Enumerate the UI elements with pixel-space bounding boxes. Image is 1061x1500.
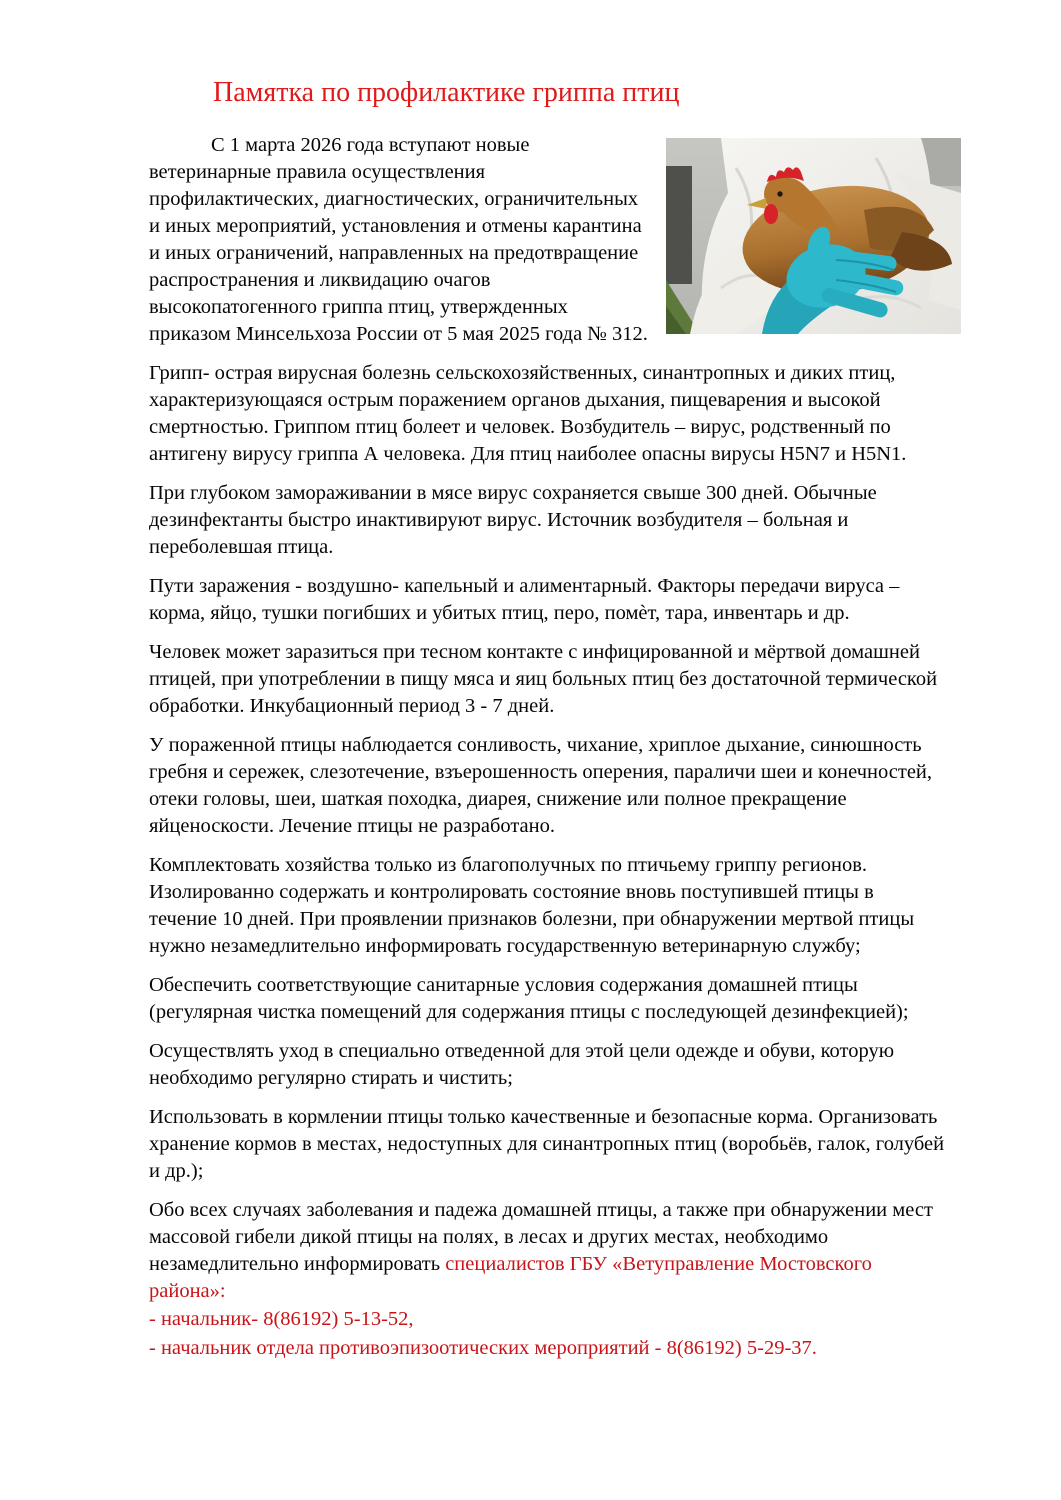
contact-phone-antiepizootic-dept: - начальник отдела противоэпизоотических мероприятий - 8(86192) 5-29-37.	[149, 1336, 817, 1359]
chicken-photo	[666, 138, 961, 334]
closing-paragraph	[149, 1197, 945, 1305]
paragraph-sanitary-conditions: Обеспечить соответствующие санитарные условия содержания домашней птицы (регулярная чистка помещений для содержания птицы с последующей дезинфекцией);	[149, 973, 909, 1023]
paragraph-virus-persistence: При глубоком замораживании в мясе вирус сохраняется свыше 300 дней. Обычные дезинфектанты быстро инактивируют вирус. Источник возбудителя – больная и переболевшая птица.	[149, 481, 877, 558]
intro-section	[149, 132, 945, 348]
page-title: Памятка по профилактике гриппа птиц	[213, 77, 680, 108]
hen-eye	[777, 191, 782, 196]
chicken-photo-illustration	[666, 138, 961, 334]
intro-paragraph: С 1 марта 2026 года вступают новые ветеринарные правила осуществления профилактических, диагностических, ограничительных и иных мероприятий, установления и отмены карантина и иных ограничений, направленных на предотвращение распространения и ликвидацию очагов высокопатогенного гриппа птиц, утвержденных приказом Минсельхоза России от 5 мая 2025 года № 312.	[149, 133, 648, 345]
paragraph-clothing-care: Осуществлять уход в специально отведенной для этой цели одежде и обуви, которую необходимо регулярно стирать и чистить;	[149, 1039, 895, 1089]
closing-text-red: специалистов ГБУ «Ветуправление Мостовского района»:	[149, 1252, 872, 1302]
paragraph-transmission-routes: Пути заражения - воздушно- капельный и алиментарный. Факторы передачи вируса – корма, яйцо, тушки погибших и убитых птиц, перо, помѐт, тара, инвентарь и др.	[149, 574, 900, 624]
paragraph-symptoms: У пораженной птицы наблюдается сонливость, чихание, хриплое дыхание, синюшность гребня и сережек, слезотечение, взъерошенность оперения, параличи шеи и конечностей, отеки головы, шеи, шаткая походка, диарея, снижение или полное прекращение яйценоскости. Лечение птицы не разработано.	[149, 733, 933, 837]
contact-phone-chief: - начальник- 8(86192) 5-13-52,	[149, 1307, 414, 1330]
paragraph-flock-sourcing: Комплектовать хозяйства только из благополучных по птичьему гриппу регионов. Изолированно содержать и контролировать состояние вновь поступившей птицы в течение 10 дней. При проявлении признаков болезни, при обнаружении мертвой птицы нужно незамедлительно информировать государственную ветеринарную службу;	[149, 853, 915, 957]
paragraph-human-infection: Человек может заразиться при тесном контакте с инфицированной и мёртвой домашней птицей, при употреблении в пищу мяса и яиц больных птиц без достаточной термической обработки. Инкубационный период 3 - 7 дней.	[149, 640, 938, 717]
hen-wattle	[764, 204, 778, 224]
paragraph-flu-definition: Грипп- острая вирусная болезнь сельскохозяйственных, синантропных и диких птиц, характеризующаяся острым поражением органов дыхания, пищеварения и высокой смертностью. Гриппом птиц болеет и человек. Возбудитель – вирус, родственный по антигену вирусу гриппа А человека. Для птиц наиболее опасны вирусы H5N7 и H5N1.	[149, 361, 907, 465]
closing-text-black: Обо всех случаях заболевания и падежа домашней птицы, а также при обнаружении мест массовой гибели дикой птицы на полях, в лесах и других местах, необходимо незамедлительно информировать	[149, 1198, 933, 1275]
paragraph-feed-safety: Использовать в кормлении птицы только качественные и безопасные корма. Организовать хранение кормов в местах, недоступных для синантропных птиц (воробьёв, галок, голубей и др.);	[149, 1105, 945, 1182]
